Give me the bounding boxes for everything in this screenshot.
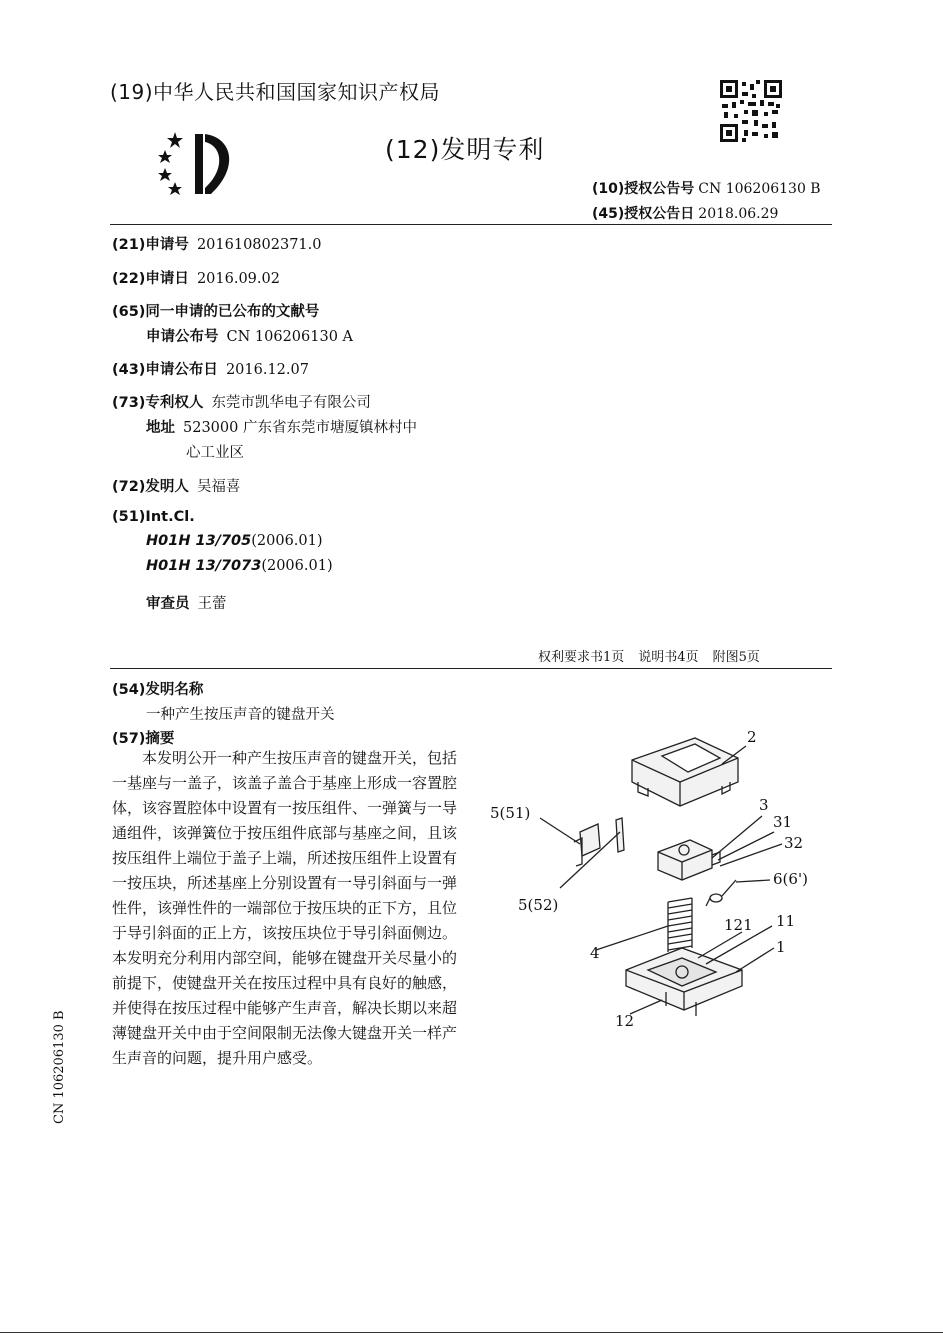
invention-title: 一种产生按压声音的键盘开关 <box>146 707 335 723</box>
patentee-row <box>112 391 371 412</box>
patentee: 东莞市凯华电子有限公司 <box>211 395 371 411</box>
grant-number-label: (10)授权公告号 <box>592 181 695 197</box>
publication-date-label: (43)申请公布日 <box>112 362 218 378</box>
intcl-label: (51)Int.Cl. <box>112 509 195 525</box>
contact-part <box>574 818 624 866</box>
prior-publication-row <box>112 300 319 321</box>
inventor-label: (72)发明人 <box>112 479 189 495</box>
publication-number: CN 106206130 A <box>226 329 353 345</box>
application-date-row <box>112 267 280 288</box>
ipc-code: H01H 13/7073 <box>146 558 262 574</box>
publication-number-row <box>146 325 353 346</box>
publication-date: 2016.12.07 <box>225 362 309 378</box>
page-counts <box>538 646 774 665</box>
address-line-2-text: 心工业区 <box>186 445 244 461</box>
examiner-row <box>146 592 227 613</box>
grant-date-label: (45)授权公告日 <box>592 206 695 222</box>
figure-label: 5(51) <box>490 804 531 822</box>
figure-label: 31 <box>773 813 793 831</box>
exploded-view-figure <box>470 720 840 1040</box>
examiner: 王蕾 <box>197 596 227 612</box>
grant-number-row <box>592 178 821 198</box>
address-row <box>146 416 417 437</box>
figure-label: 5(52) <box>518 896 559 914</box>
ipc-version: (2006.01) <box>251 533 323 549</box>
grant-date-row <box>592 203 778 223</box>
application-number-row <box>112 233 321 254</box>
cover-part <box>632 738 738 806</box>
inventor: 吴福喜 <box>196 479 241 495</box>
examiner-label: 审查员 <box>146 596 190 612</box>
prior-publication-label: (65)同一申请的已公布的文献号 <box>112 304 320 320</box>
cnipa-logo <box>155 128 245 200</box>
patentee-label: (73)专利权人 <box>112 395 204 411</box>
torsion-spring-part <box>706 880 736 906</box>
document-type: (12)发明专利 <box>385 135 545 164</box>
figure-label: 3 <box>759 796 769 814</box>
figure-label: 4 <box>590 944 600 962</box>
figure-label: 121 <box>724 916 753 934</box>
grant-date: 2018.06.29 <box>698 206 779 222</box>
figure-label: 32 <box>784 834 804 852</box>
figure-label: 1 <box>776 938 786 956</box>
ipc-entry <box>146 533 323 549</box>
intcl-row <box>112 509 195 525</box>
application-number-label: (21)申请号 <box>112 237 189 253</box>
figure-label: 11 <box>776 912 796 930</box>
ipc-code: H01H 13/705 <box>146 533 252 549</box>
title-label: (54)发明名称 <box>112 682 204 698</box>
application-date-label: (22)申请日 <box>112 271 189 287</box>
office-name: (19)中华人民共和国国家知识产权局 <box>110 80 441 104</box>
abstract-text: 本发明公开一种产生按压声音的键盘开关，包括一基座与一盖子，该盖子盖合于基座上形成一容置腔体，该容置腔体中设置有一按压组件、一弹簧与一导通组件，该弹簧位于按压组件底部与基座之间，且该按压组件上端位于盖子上端，所述按压组件上设置有一按压块，所述基座上分别设置有一导引斜面与一弹性件，该弹性件的一端部位于按压块的正下方，且位于导引斜面的正上方，该按压块位于导引斜面侧边。本发明充分利用内部空间，能够在键盘开关尽量小的前提下，使键盘开关在按压过程中具有良好的触感，并使得在按压过程中能够产生声音，解决长期以来超薄键盘开关中由于空间限制无法像大键盘开关一样产生声音的问题，提升用户感受。 <box>112 749 458 1067</box>
coil-spring-part <box>668 898 692 952</box>
ipc-version: (2006.01) <box>261 558 333 574</box>
figure-label: 12 <box>615 1012 635 1030</box>
abstract-label: (57)摘要 <box>112 731 175 747</box>
pages-divider <box>110 668 832 669</box>
figure-label: 2 <box>747 728 757 746</box>
ipc-entry <box>146 558 333 574</box>
application-date: 2016.09.02 <box>196 271 280 287</box>
publication-date-row <box>112 358 309 379</box>
base-part <box>626 948 742 1016</box>
grant-number: CN 106206130 B <box>698 181 821 197</box>
press-assembly-part <box>658 840 720 880</box>
claims-pages: 权利要求书1页 <box>538 650 625 665</box>
address-line-2 <box>186 441 244 462</box>
publication-number-label: 申请公布号 <box>146 329 219 345</box>
description-pages: 说明书4页 <box>638 650 699 665</box>
qr-code <box>720 80 782 142</box>
side-document-number: CN 106206130 B <box>52 1010 67 1124</box>
application-number: 201610802371.0 <box>196 237 322 253</box>
address-label: 地址 <box>146 420 175 436</box>
header-divider <box>110 224 832 225</box>
figure-label: 6(6') <box>773 870 808 888</box>
page-bottom-edge <box>0 1332 943 1333</box>
address-line-1: 523000 广东省东莞市塘厦镇林村中 <box>183 420 417 436</box>
inventor-row <box>112 475 240 496</box>
drawings-pages: 附图5页 <box>712 650 760 665</box>
